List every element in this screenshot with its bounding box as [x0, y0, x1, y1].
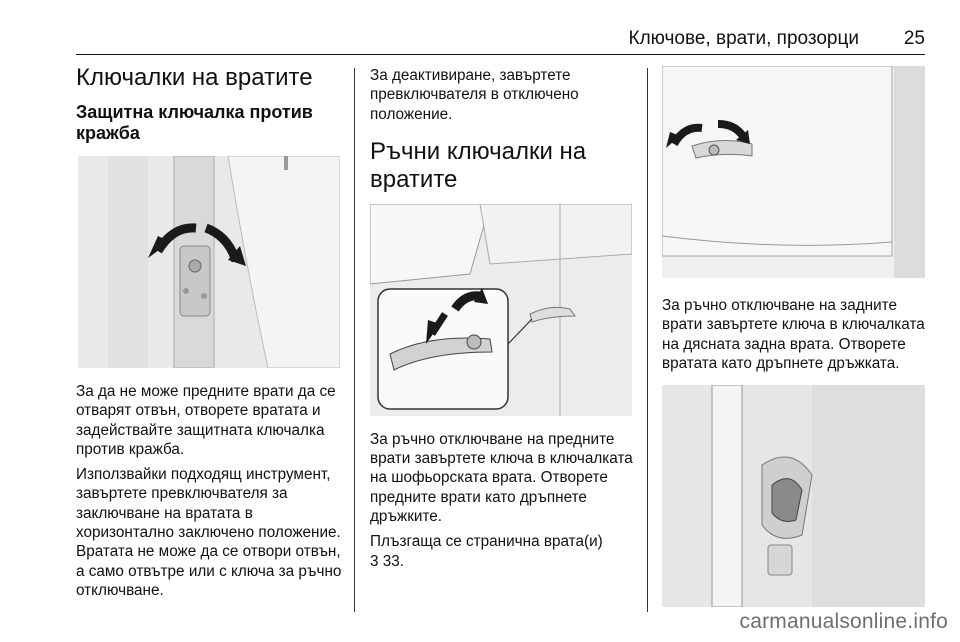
column-right [662, 58, 925, 607]
figure-front-door-handle [370, 204, 632, 416]
column-middle [370, 58, 636, 577]
page-number: 25 [903, 28, 925, 49]
header-rule [76, 54, 925, 55]
page-header [76, 28, 925, 50]
column-separator [647, 68, 648, 612]
watermark: carmanualsonline.info [739, 610, 948, 633]
front-door-handle-illustration [370, 204, 632, 416]
rear-door-handle-illustration [662, 385, 925, 607]
rear-door-lock-illustration [662, 66, 925, 278]
cross-reference: 3 33. [370, 552, 405, 570]
anti-theft-lock-illustration [78, 156, 340, 368]
figure-rear-door-lock [662, 66, 925, 278]
section-title-door-locks: Ключалки на вратите [76, 64, 313, 91]
running-title: Ключове, врати, прозорци [628, 28, 859, 49]
paragraph: За ръчно отключване на задните врати завъртете ключа в ключалката на дясната задна врата. Отворете вратата като дръпнете дръжката. [662, 297, 925, 372]
paragraph: Използвайки подходящ инструмент, завъртете превключвателя за заключване на вратата в хоризонтално заключено положение. Вратата не може да се отвори отвън, а само отвътре или с ключа за ръчно отключване. [76, 466, 342, 599]
column-left [76, 58, 348, 606]
column-separator [354, 68, 355, 612]
paragraph: Плъзгаща се странична врата(и) [370, 533, 603, 551]
figure-anti-theft-lock [78, 156, 340, 368]
paragraph: За да не може предните врати да се отварят отвън, отворете вратата и задействайте защитната ключалка против кражба. [76, 383, 336, 458]
figure-rear-door-handle [662, 385, 925, 607]
paragraph: За деактивиране, завъртете превключвателя в отключено положение. [370, 67, 579, 123]
section-title-manual-locks: Ръчни ключалки на вратите [370, 137, 587, 193]
paragraph: За ръчно отключване на предните врати завъртете ключа в ключалката на шофьорската врата. Отворете предните врати като дръпнете дръжките. [370, 430, 633, 526]
subsection-title-anti-theft: Защитна ключалка против кражба [76, 102, 313, 143]
